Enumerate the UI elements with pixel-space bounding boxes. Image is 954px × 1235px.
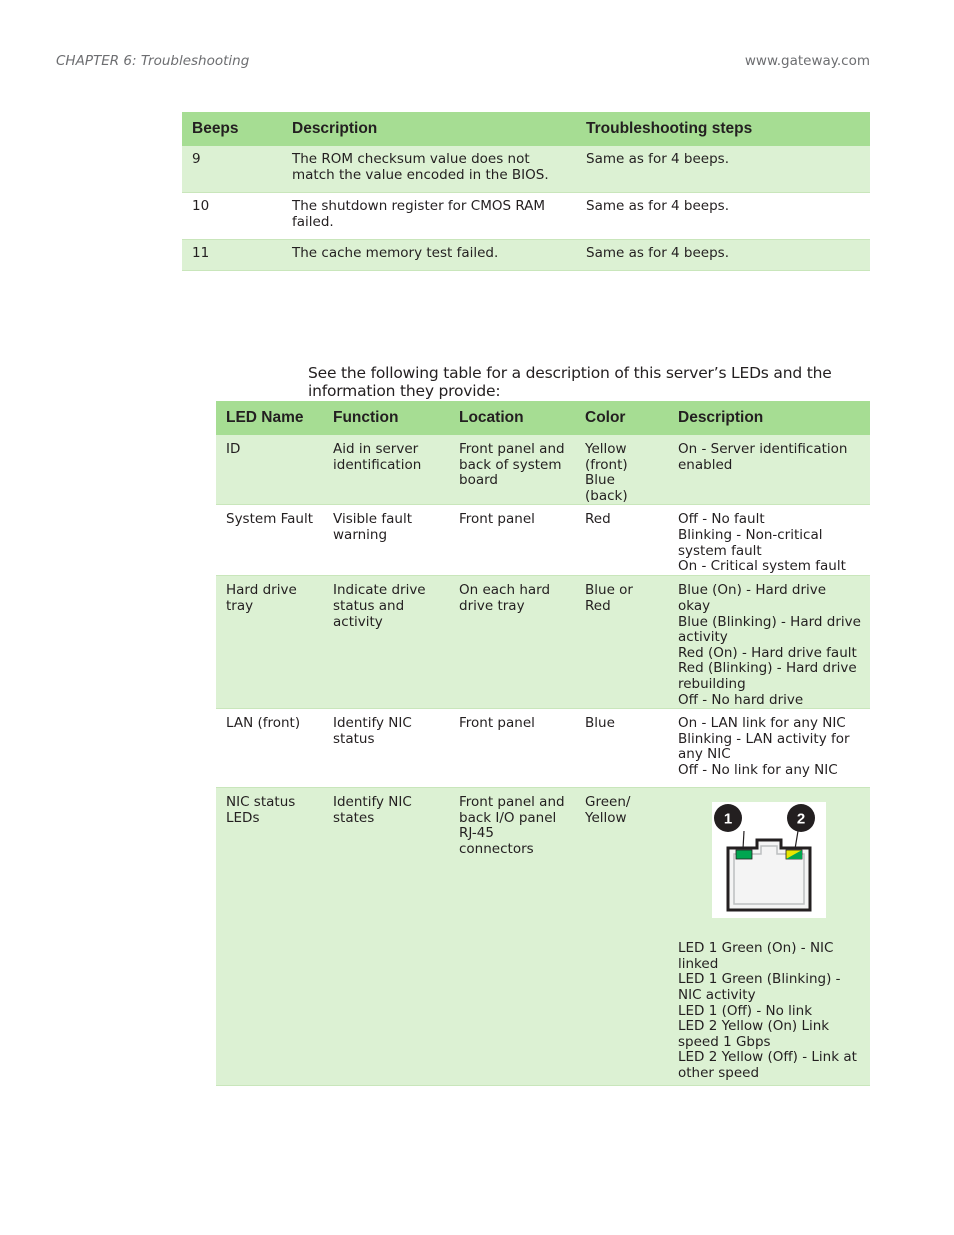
led-name-cell: LAN (front)	[216, 709, 323, 788]
steps-cell: Same as for 4 beeps.	[576, 193, 870, 240]
table-row	[216, 576, 870, 709]
table-row	[216, 788, 870, 1086]
beeps-cell: 11	[182, 240, 282, 271]
description-cell	[668, 788, 870, 1086]
column-header-color: Color	[575, 401, 668, 435]
description-cell	[668, 505, 870, 576]
description-line: Red (On) - Hard drive fault	[678, 644, 857, 661]
description-line: On - Critical system fault	[678, 558, 846, 575]
description-line: Blue (Blinking) - Hard drive activity	[678, 613, 861, 646]
table-row	[182, 240, 870, 271]
description-line: LED 2 Yellow (Off) - Link at other speed	[678, 1049, 857, 1081]
location-cell: Front panel and back I/O panel RJ-45 connectors	[449, 788, 575, 1086]
led-name-cell: System Fault	[216, 505, 323, 576]
column-header-description: Description	[282, 112, 576, 146]
led-name-cell: ID	[216, 435, 323, 505]
color-line: Blue or Red	[585, 582, 633, 614]
description-line: Off - No link for any NIC	[678, 761, 838, 778]
column-header-description: Description	[668, 401, 870, 435]
column-header-function: Function	[323, 401, 449, 435]
led-1-green-icon	[736, 850, 752, 859]
table-row	[216, 505, 870, 576]
beeps-cell: 10	[182, 193, 282, 240]
description-line: On - LAN link for any NIC	[678, 715, 846, 732]
callout-2-label: 2	[796, 810, 806, 828]
table-row	[216, 709, 870, 788]
color-line: Blue (back)	[585, 472, 628, 504]
table-row	[182, 146, 870, 193]
function-cell: Visible fault warning	[323, 505, 449, 576]
description-line: Red (Blinking) - Hard drive rebuilding	[678, 660, 857, 692]
location-cell: Front panel and back of system board	[449, 435, 575, 505]
intro-paragraph: See the following table for a description of this server’s LEDs and the information they provide:	[308, 363, 832, 400]
location-cell: Front panel	[449, 709, 575, 788]
steps-cell: Same as for 4 beeps.	[576, 240, 870, 271]
description-line: LED 1 Green (On) - NIC linked	[678, 940, 834, 972]
table-header-row	[216, 401, 870, 435]
color-line: Red	[585, 511, 611, 528]
color-line: Green/ Yellow	[585, 794, 631, 826]
table-row	[216, 435, 870, 505]
description-cell: The cache memory test failed.	[282, 240, 576, 271]
function-cell: Identify NIC states	[323, 788, 449, 1086]
column-header-beeps: Beeps	[182, 112, 282, 146]
description-line: Off - No hard drive	[678, 691, 804, 708]
beep-codes-table	[182, 112, 870, 271]
website-link[interactable]: www.gateway.com	[744, 53, 870, 69]
column-header-steps: Troubleshooting steps	[576, 112, 870, 146]
column-header-led-name: LED Name	[216, 401, 323, 435]
color-cell	[575, 788, 668, 1086]
location-cell: On each hard drive tray	[449, 576, 575, 709]
description-line: On - Server identification enabled	[678, 441, 848, 473]
function-cell: Identify NIC status	[323, 709, 449, 788]
color-line: Yellow (front)	[585, 441, 628, 473]
description-line: LED 1 Green (Blinking) - NIC activity	[678, 971, 841, 1003]
rj45-port-diagram	[712, 802, 826, 918]
description-cell	[668, 576, 870, 709]
callout-1-label: 1	[723, 810, 733, 828]
led-name-cell: Hard drive tray	[216, 576, 323, 709]
color-cell	[575, 505, 668, 576]
description-line: LED 2 Yellow (On) Link speed 1 Gbps	[678, 1018, 830, 1050]
location-cell: Front panel	[449, 505, 575, 576]
color-cell	[575, 435, 668, 505]
column-header-location: Location	[449, 401, 575, 435]
description-cell	[668, 435, 870, 505]
description-line: Off - No fault	[678, 511, 765, 528]
description-line: LED 1 (Off) - No link	[678, 1002, 813, 1019]
color-cell	[575, 576, 668, 709]
beeps-cell: 9	[182, 146, 282, 193]
chapter-header: CHAPTER 6: Troubleshooting	[56, 53, 250, 69]
description-line: Blue (On) - Hard drive okay	[678, 582, 827, 614]
steps-cell: Same as for 4 beeps.	[576, 146, 870, 193]
description-cell: The ROM checksum value does not match the value encoded in the BIOS.	[282, 146, 576, 193]
led-name-cell: NIC status LEDs	[216, 788, 323, 1086]
led-table	[216, 401, 870, 1086]
color-line: Blue	[585, 715, 615, 732]
description-line: Blinking - LAN activity for any NIC	[678, 730, 850, 763]
description-line: Blinking - Non-critical system fault	[678, 526, 823, 559]
function-cell: Aid in server identification	[323, 435, 449, 505]
table-row	[182, 193, 870, 240]
table-header-row	[182, 112, 870, 146]
description-cell	[668, 709, 870, 788]
description-cell: The shutdown register for CMOS RAM failed.	[282, 193, 576, 240]
function-cell: Indicate drive status and activity	[323, 576, 449, 709]
color-cell	[575, 709, 668, 788]
